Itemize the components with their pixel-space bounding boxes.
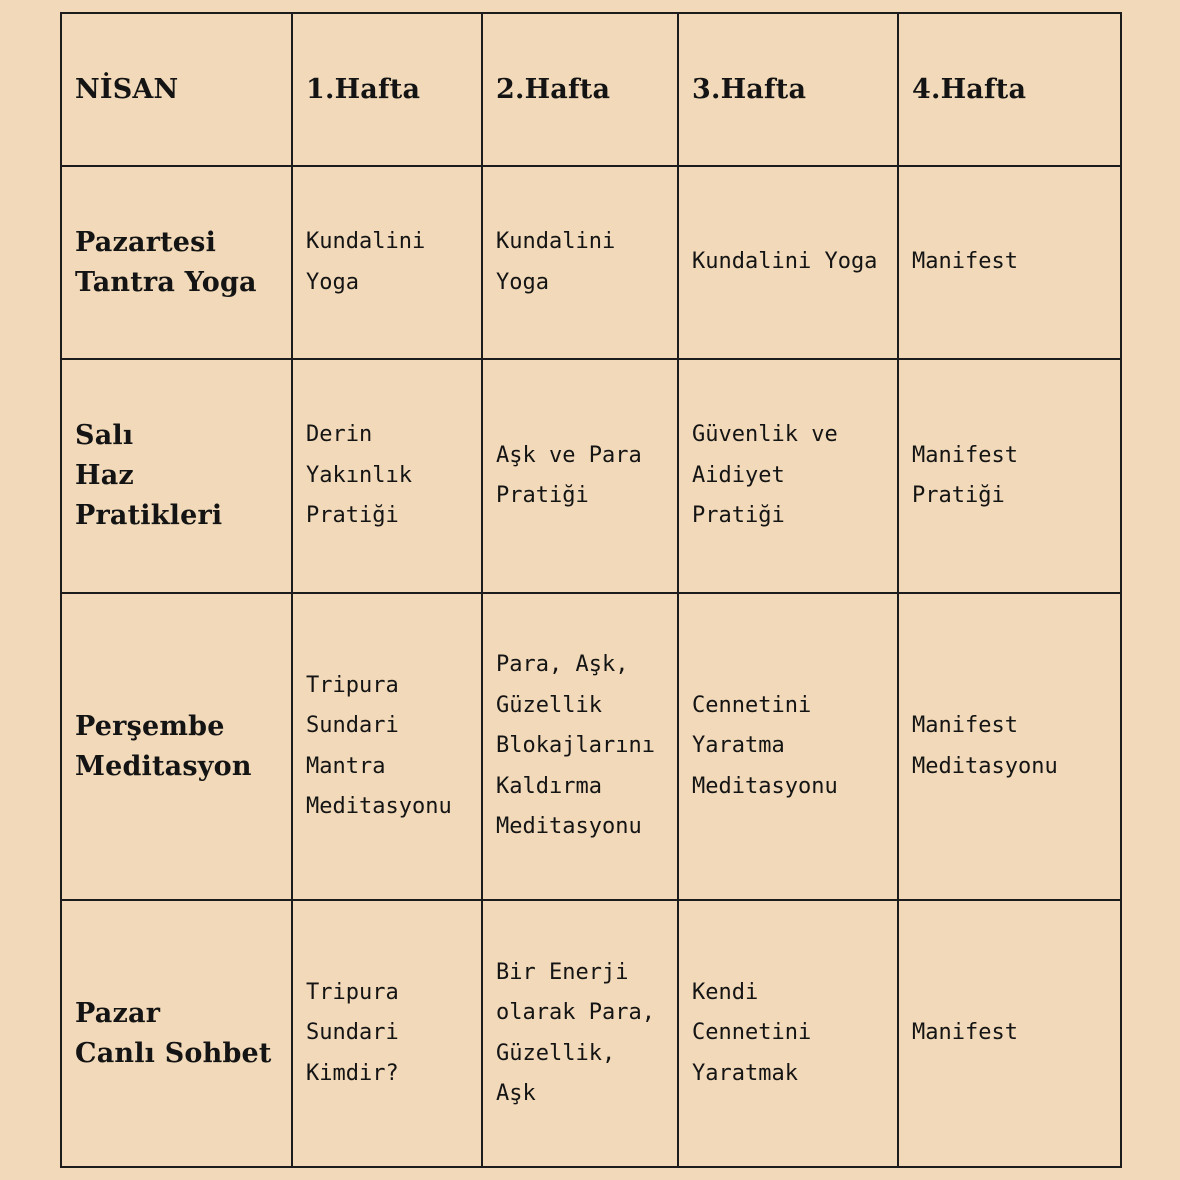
table-row (61, 900, 1121, 1167)
month-header: NİSAN (61, 13, 292, 166)
header-row (61, 13, 1121, 166)
table-cell: Bir Enerji olarak Para, Güzellik, Aşk (482, 900, 678, 1167)
table-cell: Cennetini Yaratma Meditasyonu (678, 593, 898, 900)
schedule-table (60, 12, 1122, 1168)
week-1-header: 1.Hafta (292, 13, 482, 166)
day-label: Pazar Canlı Sohbet (61, 900, 292, 1167)
week-2-header: 2.Hafta (482, 13, 678, 166)
day-label: Salı Haz Pratikleri (61, 359, 292, 593)
table-cell: Kendi Cennetini Yaratmak (678, 900, 898, 1167)
week-3-header: 3.Hafta (678, 13, 898, 166)
table-cell: Manifest (898, 900, 1121, 1167)
table-cell: Tripura Sundari Mantra Meditasyonu (292, 593, 482, 900)
table-cell: Derin Yakınlık Pratiği (292, 359, 482, 593)
table-cell: Tripura Sundari Kimdir? (292, 900, 482, 1167)
table-cell: Para, Aşk, Güzellik Blokajlarını Kaldırma Meditasyonu (482, 593, 678, 900)
table-cell: Manifest (898, 166, 1121, 359)
table-cell: Kundalini Yoga (678, 166, 898, 359)
table-cell: Aşk ve Para Pratiği (482, 359, 678, 593)
table-cell: Kundalini Yoga (482, 166, 678, 359)
table-row (61, 593, 1121, 900)
table-cell: Kundalini Yoga (292, 166, 482, 359)
day-label: Perşembe Meditasyon (61, 593, 292, 900)
week-4-header: 4.Hafta (898, 13, 1121, 166)
table-cell: Güvenlik ve Aidiyet Pratiği (678, 359, 898, 593)
table-row (61, 166, 1121, 359)
table-cell: Manifest Meditasyonu (898, 593, 1121, 900)
day-label: Pazartesi Tantra Yoga (61, 166, 292, 359)
table-cell: Manifest Pratiği (898, 359, 1121, 593)
table-row (61, 359, 1121, 593)
